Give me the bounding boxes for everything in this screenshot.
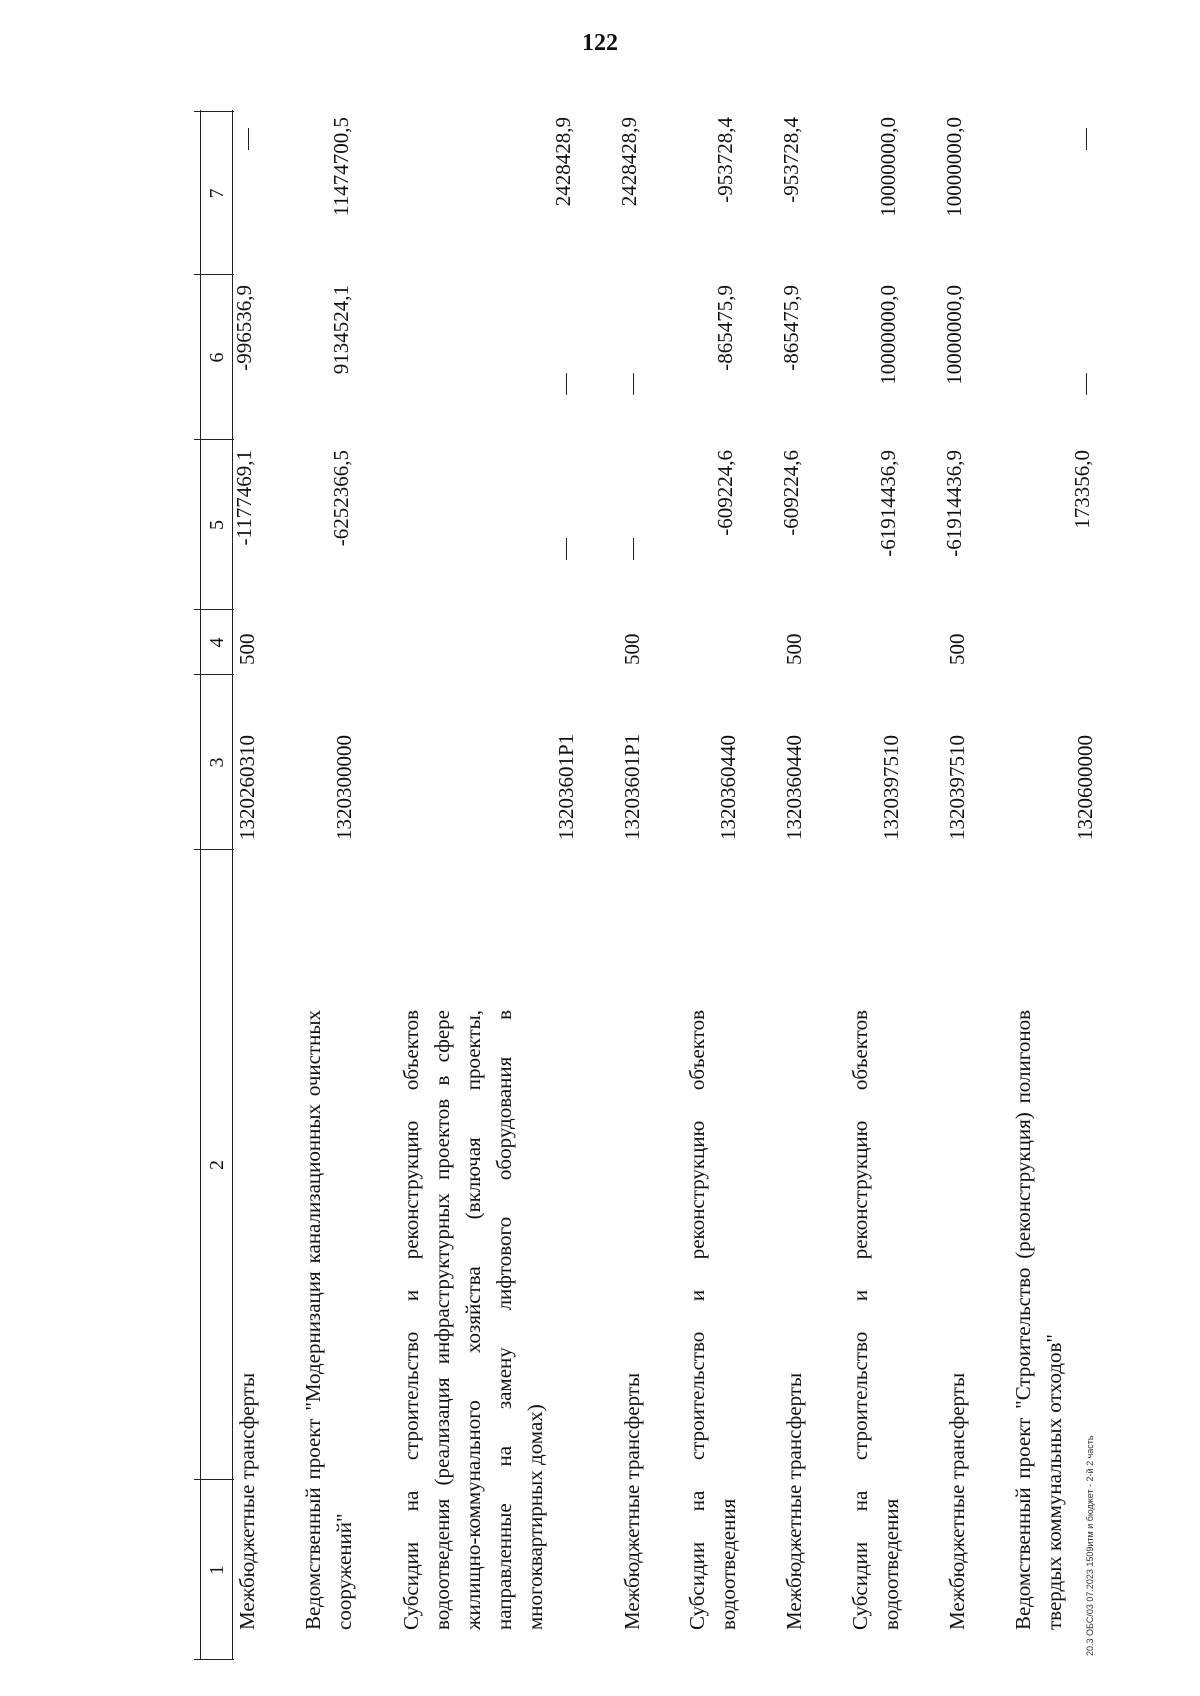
row-6-kind: 500 xyxy=(782,633,806,665)
row-6-code: 1320360440 xyxy=(782,735,806,840)
row-8-code: 1320397510 xyxy=(945,735,969,840)
header-col-4: 4 xyxy=(206,637,228,648)
row-4-code: 13203601P1 xyxy=(620,733,644,840)
row-1-code: 1320260310 xyxy=(235,735,259,840)
header-col-2: 2 xyxy=(206,1160,228,1170)
row-4-kind: 500 xyxy=(620,633,644,665)
row-6-col7: -953728,4 xyxy=(779,117,803,203)
row-5-name: Субсидии на строительство и реконструкцию объектов водоотведения xyxy=(685,1010,740,1630)
row-5-col6: -865475,9 xyxy=(713,285,737,371)
row-8-col6: 10000000,0 xyxy=(942,285,966,385)
row-9-col7-dash xyxy=(1086,128,1087,150)
row-2-code: 1320300000 xyxy=(332,735,356,840)
row-4-col5-dash xyxy=(633,538,634,560)
header-col-5: 5 xyxy=(206,520,228,530)
row-1-name: Межбюджетные трансферты xyxy=(235,1372,259,1630)
header-col-7: 7 xyxy=(206,188,228,199)
row-9-name: Ведомственный проект "Строительство (реконструкция) полигонов твердых коммунальных отходов" xyxy=(1011,1010,1066,1630)
row-3-col6-dash xyxy=(566,373,567,395)
rotated-table xyxy=(170,110,1180,1660)
header-col-1: 1 xyxy=(206,1565,228,1575)
row-1-col6: -996536,9 xyxy=(232,285,256,371)
row-1-kind: 500 xyxy=(235,633,259,665)
row-6-name: Межбюджетные трансферты xyxy=(782,1372,806,1630)
row-5-col5: -609224,6 xyxy=(713,450,737,536)
row-3-code: 13203601P1 xyxy=(554,733,578,840)
row-6-col5: -609224,6 xyxy=(779,450,803,536)
row-7-name: Субсидии на строительство и реконструкцию объектов водоотведения xyxy=(848,1010,903,1630)
row-7-col7: 10000000,0 xyxy=(876,117,900,217)
footer-text: 20.3 ОБС/03 07.2023 1509итм и бюджет - 2-й 2 часть xyxy=(1085,1435,1095,1656)
row-9-code: 1320600000 xyxy=(1073,735,1097,840)
row-2-col7: 11474700,5 xyxy=(329,117,353,216)
row-1-col7-dash xyxy=(248,128,249,150)
page-number: 122 xyxy=(582,30,618,56)
row-3-col5-dash xyxy=(566,538,567,560)
row-4-col7: 2428428,9 xyxy=(617,117,641,207)
row-8-kind: 500 xyxy=(945,633,969,665)
row-2-col6: 9134524,1 xyxy=(329,285,353,375)
row-9-col6-dash xyxy=(1086,373,1087,395)
row-3-name: Субсидии на строительство и реконструкцию объектов водоотведения (реализация инфраструктурных проектов в сфере жилищно-коммунального хозяйства (включая проекты, направленные на замену лифтового оборудования в многоквартирных домах) xyxy=(399,1010,547,1630)
row-2-name: Ведомственный проект "Модернизация канализационных очистных сооружений" xyxy=(301,1010,356,1630)
row-5-code: 1320360440 xyxy=(716,735,740,840)
header-top-line xyxy=(200,110,201,1660)
row-8-col5: -61914436,9 xyxy=(942,450,966,557)
header-col-6: 6 xyxy=(206,352,228,363)
row-1-col5: -1177469,1 xyxy=(232,450,256,546)
row-4-name: Межбюджетные трансферты xyxy=(620,1372,644,1630)
row-8-col7: 10000000,0 xyxy=(942,117,966,217)
row-4-col6-dash xyxy=(633,373,634,395)
row-5-col7: -953728,4 xyxy=(713,117,737,203)
row-7-col5: -61914436,9 xyxy=(876,450,900,557)
row-8-name: Межбюджетные трансферты xyxy=(945,1372,969,1630)
row-9-col5: 173356,0 xyxy=(1070,450,1094,529)
row-7-code: 1320397510 xyxy=(879,735,903,840)
row-6-col6: -865475,9 xyxy=(779,285,803,371)
row-3-col7: 2428428,9 xyxy=(551,117,575,207)
header-col-3: 3 xyxy=(206,757,228,768)
row-2-col5: -6252366,5 xyxy=(329,450,353,547)
row-7-col6: 10000000,0 xyxy=(876,285,900,385)
